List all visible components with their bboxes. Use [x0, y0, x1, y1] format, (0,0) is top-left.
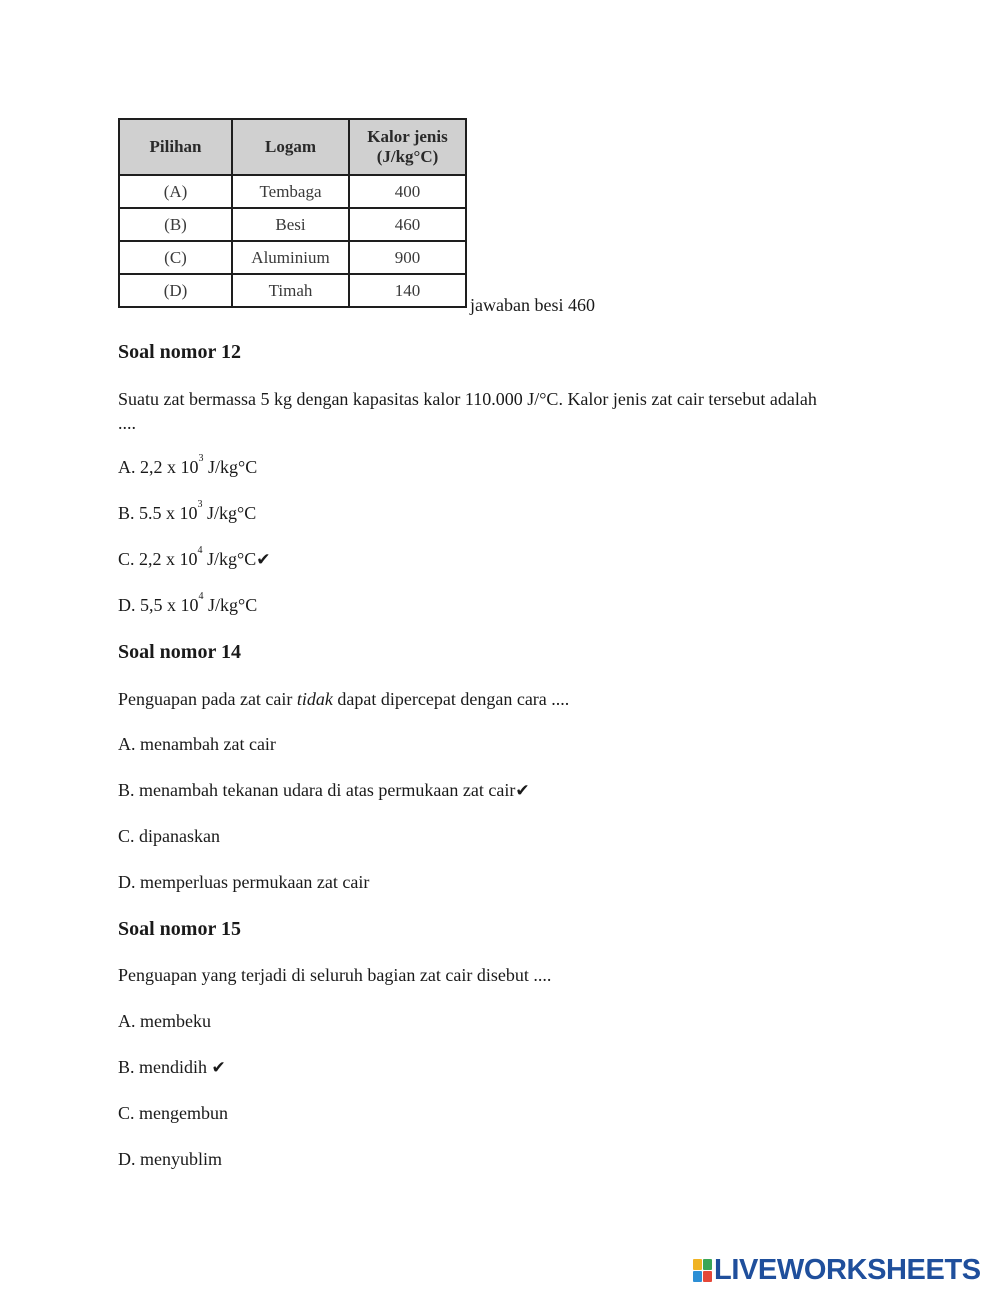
- q15-option-b[interactable]: [118, 1056, 226, 1079]
- table-cell: Aluminium: [232, 241, 349, 274]
- q12-option-d[interactable]: [118, 591, 258, 617]
- table-header-row: [119, 119, 466, 175]
- q12-option-a[interactable]: [118, 453, 258, 479]
- q14-text-after: dapat dipercepat dengan cara ....: [332, 689, 570, 709]
- q14-option-a[interactable]: [118, 733, 276, 756]
- q14-text-italic: tidak: [296, 689, 333, 709]
- table-cell: Tembaga: [232, 175, 349, 208]
- option-prefix: B. 5.5 x 10: [118, 503, 198, 523]
- option-exponent: 3: [198, 453, 204, 464]
- table-cell: 900: [349, 241, 466, 274]
- table-cell: Timah: [232, 274, 349, 307]
- option-exponent: 4: [197, 545, 203, 556]
- q15-text: Penguapan yang terjadi di seluruh bagian zat cair disebut ....: [118, 965, 552, 985]
- q14-option-c[interactable]: [118, 825, 220, 848]
- logo-text: LIVEWORKSHEETS: [714, 1254, 981, 1286]
- logo-mark-icon: [693, 1259, 711, 1281]
- table-header-kalor-jenis-label: Kalor jenis: [367, 127, 448, 146]
- q15-option-a[interactable]: [118, 1010, 211, 1033]
- option-unit: J/kg°C: [202, 549, 257, 569]
- logo-square: [693, 1271, 702, 1282]
- q15-option-d[interactable]: [118, 1148, 222, 1171]
- table-row: [119, 241, 466, 274]
- option-label: C. dipanaskan: [118, 826, 220, 846]
- option-label: D. memperluas permukaan zat cair: [118, 872, 370, 892]
- q14-title: Soal nomor 14: [118, 641, 241, 663]
- q12-text-line1: Suatu zat bermassa 5 kg dengan kapasitas kalor 110.000 J/°C. Kalor jenis zat cair tersebut adalah: [118, 389, 817, 409]
- option-label: B. mendidih: [118, 1057, 212, 1077]
- option-unit: J/kg°C: [203, 595, 258, 615]
- table-header-logam: Logam: [232, 119, 349, 175]
- table-header-pilihan: Pilihan: [119, 119, 232, 175]
- q15-option-c[interactable]: [118, 1102, 228, 1125]
- option-label: D. menyublim: [118, 1149, 222, 1169]
- option-label: C. mengembun: [118, 1103, 228, 1123]
- table-cell: (A): [119, 175, 232, 208]
- check-icon: ✔: [211, 1058, 226, 1078]
- table-cell: (C): [119, 241, 232, 274]
- table-cell: (D): [119, 274, 232, 307]
- table-header-kalor-jenis-unit: (J/kg°C): [376, 147, 439, 166]
- table-cell: 460: [349, 208, 466, 241]
- table-row: [119, 175, 466, 208]
- q12-option-c[interactable]: [118, 545, 271, 571]
- table-cell: 400: [349, 175, 466, 208]
- table-row: [119, 274, 466, 307]
- option-label: A. membeku: [118, 1011, 211, 1031]
- option-prefix: A. 2,2 x 10: [118, 457, 199, 477]
- q14-text: [118, 688, 569, 710]
- check-icon: ✔: [515, 781, 530, 801]
- q12-text-line2: ....: [118, 413, 136, 433]
- option-prefix: C. 2,2 x 10: [118, 549, 198, 569]
- logo-square: [703, 1271, 712, 1282]
- logo-square: [703, 1259, 712, 1270]
- answer-note: jawaban besi 460: [470, 295, 595, 315]
- option-label: A. menambah zat cair: [118, 734, 276, 754]
- option-unit: J/kg°C: [203, 457, 258, 477]
- option-unit: J/kg°C: [202, 503, 257, 523]
- table-cell: Besi: [232, 208, 349, 241]
- option-exponent: 4: [198, 591, 204, 602]
- option-label: B. menambah tekanan udara di atas permukaan zat cair: [118, 780, 516, 800]
- table-cell: (B): [119, 208, 232, 241]
- check-icon: ✔: [256, 550, 271, 570]
- q12-title: Soal nomor 12: [118, 341, 241, 363]
- q12-option-b[interactable]: [118, 499, 257, 525]
- table-cell: 140: [349, 274, 466, 307]
- q14-option-d[interactable]: [118, 871, 369, 894]
- logo-square: [693, 1259, 702, 1270]
- option-prefix: D. 5,5 x 10: [118, 595, 199, 615]
- table-header-kalor-jenis: [349, 119, 466, 175]
- q14-text-before: Penguapan pada zat cair: [118, 689, 297, 709]
- option-exponent: 3: [197, 499, 203, 510]
- q14-option-b[interactable]: [118, 779, 530, 802]
- q15-title: Soal nomor 15: [118, 918, 241, 940]
- liveworksheets-logo[interactable]: [693, 1256, 981, 1284]
- specific-heat-table: [118, 118, 467, 308]
- table-row: [119, 208, 466, 241]
